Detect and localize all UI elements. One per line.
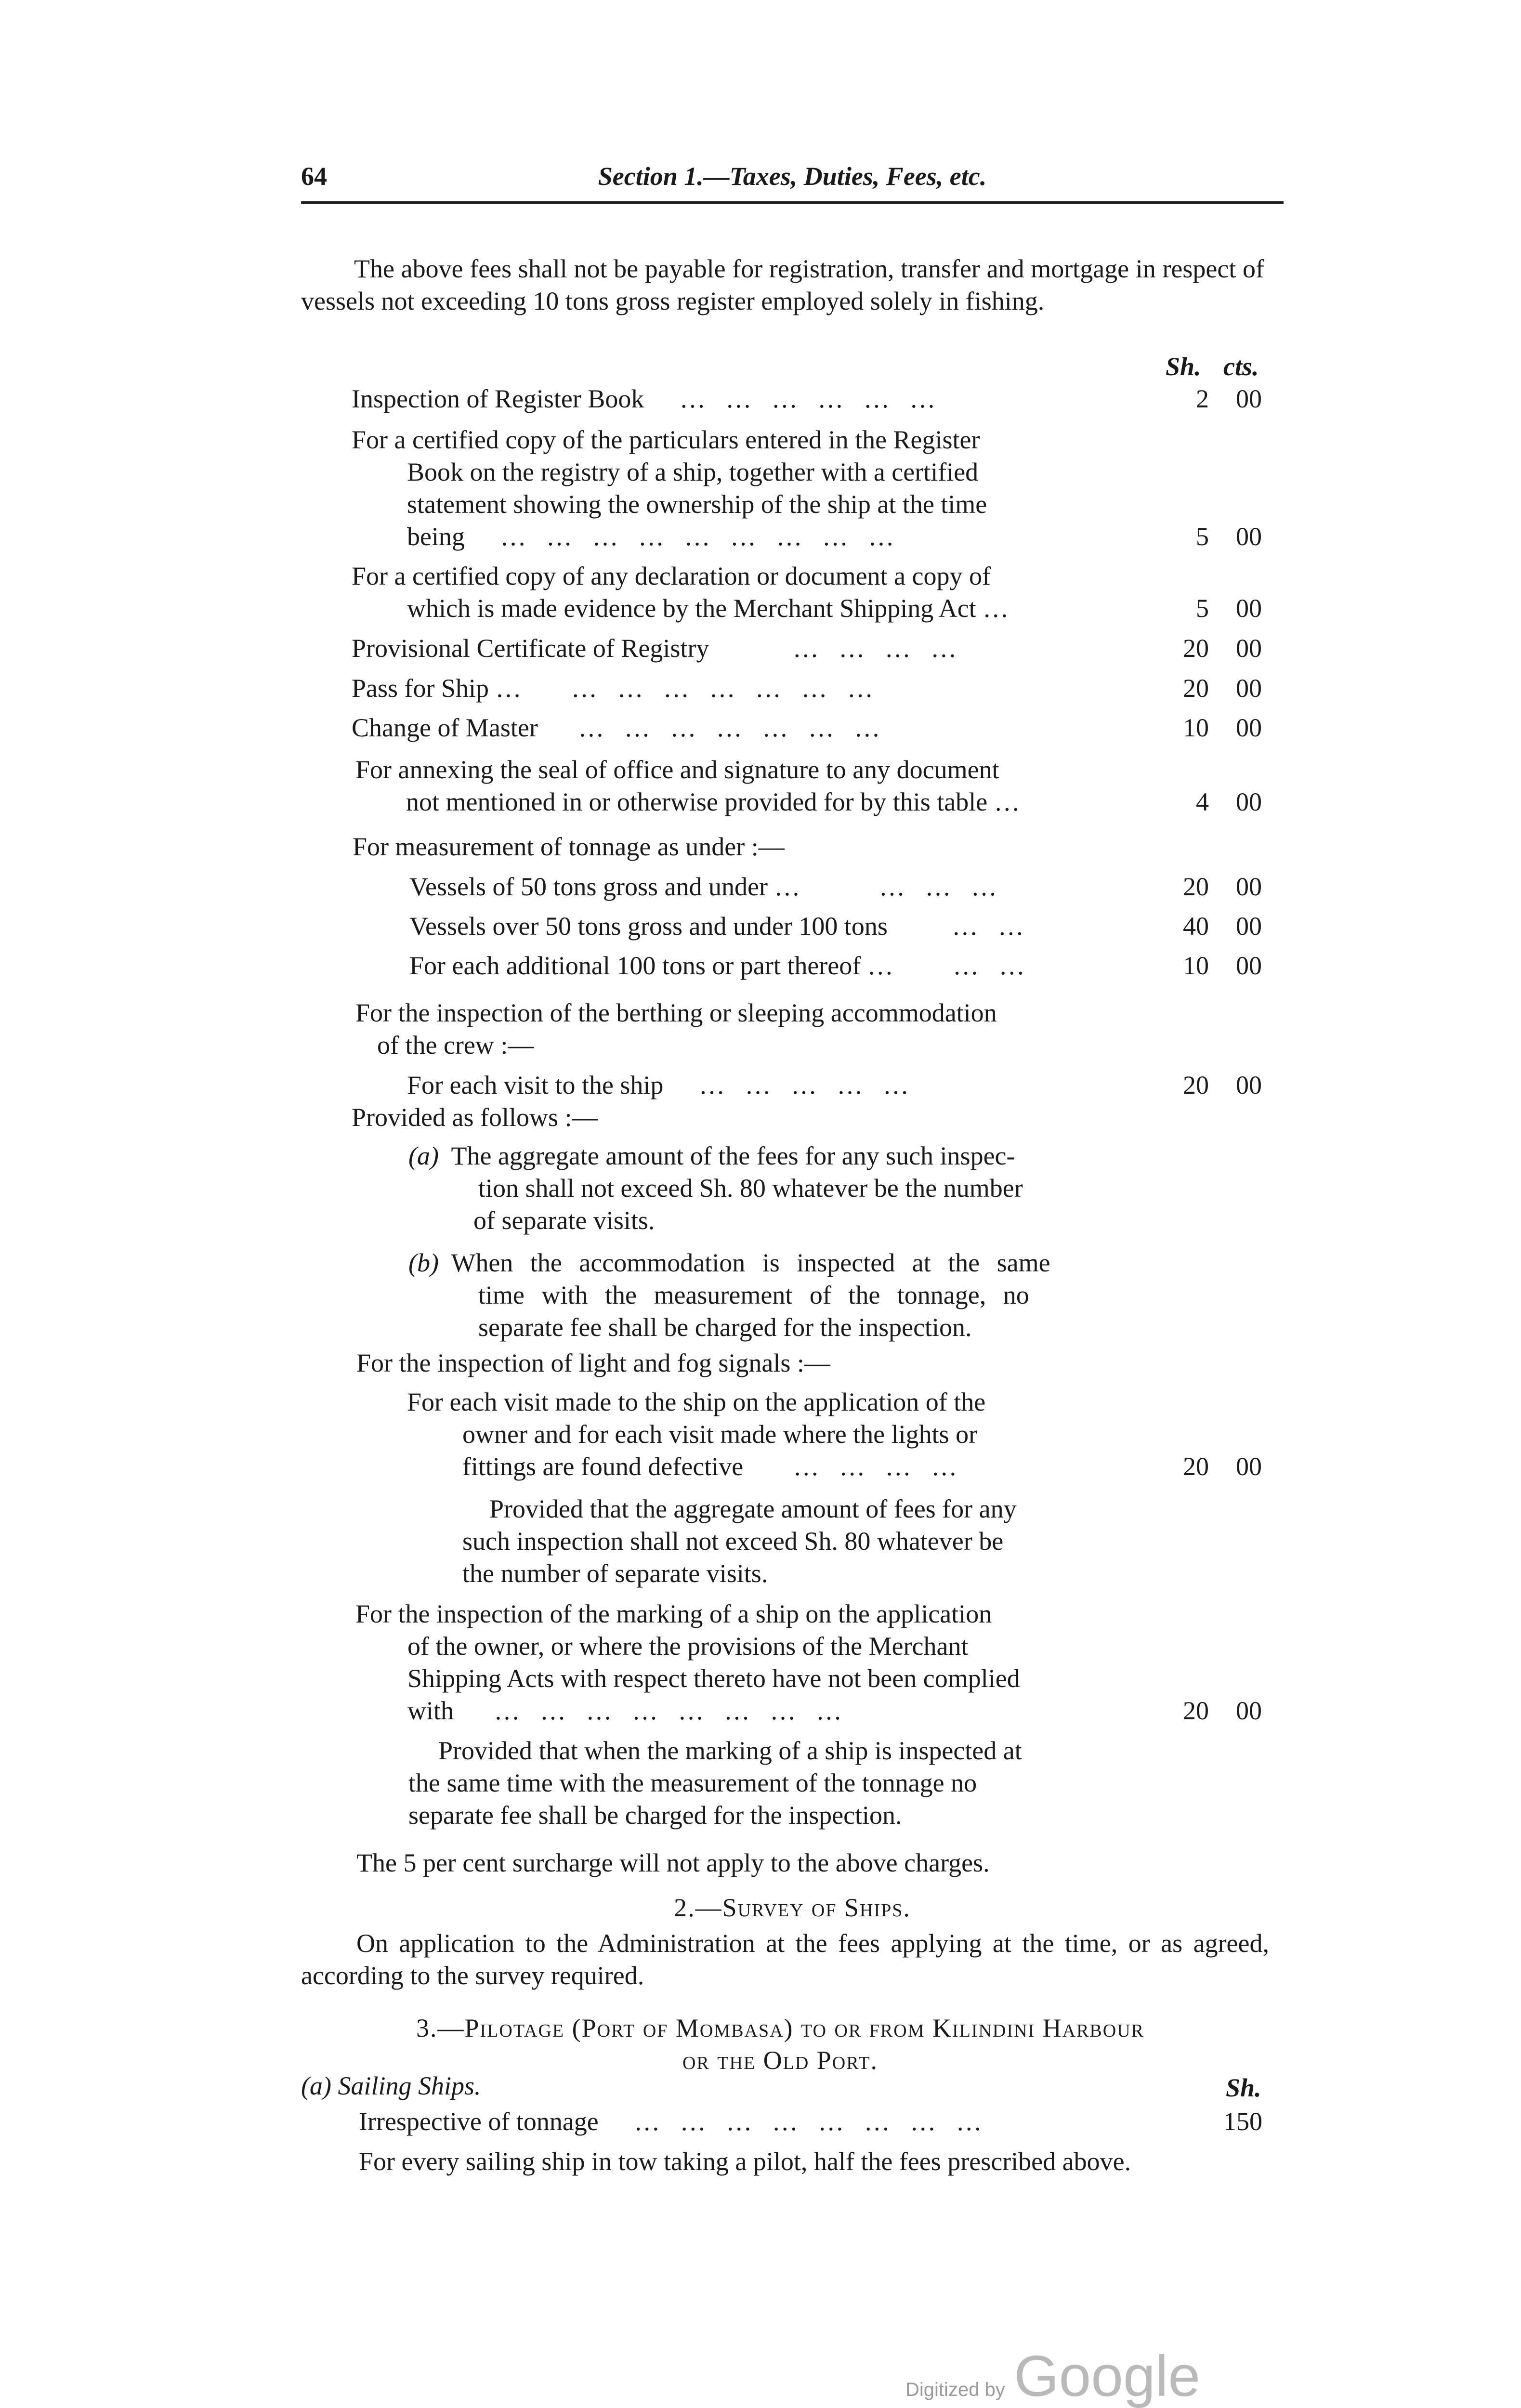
tonnage-heading: For measurement of tonnage as under :— <box>353 832 785 861</box>
berthing-heading-line: For the inspection of the berthing or sleeping accommodation <box>355 998 997 1027</box>
dot-leader: … … <box>952 912 1031 941</box>
fee-label-line: For annexing the seal of office and signature to any document <box>355 755 999 784</box>
amount-cts: 00 <box>1236 594 1262 623</box>
tonnage-label: Vessels of 50 tons gross and under … <box>409 872 800 901</box>
fee-label: Provisional Certificate of Registry <box>352 634 709 663</box>
proviso-line: of separate visits. <box>473 1206 655 1235</box>
dot-leader: … … … … <box>793 1452 964 1481</box>
proviso-line: The aggregate amount of the fees for any such inspec- <box>451 1141 1015 1170</box>
amount-cts: 00 <box>1236 634 1262 663</box>
dot-leader: … … … … … … <box>679 384 943 413</box>
survey-text: On application to the Administration at the fees applying at the time, or as agreed, according to the survey required. <box>301 1929 1269 1990</box>
fee-label: Change of Master <box>352 713 538 742</box>
berthing-visit <box>407 1069 1158 1101</box>
proviso-line: When the accommodation is inspected at the same <box>451 1248 1050 1277</box>
dot-leader: … … … … … … … … <box>634 2107 989 2136</box>
tonnage-item <box>409 950 1156 982</box>
amount-cts: 00 <box>1236 384 1262 413</box>
fee-label-line: which is made evidence by the Merchant Shipping Act … <box>407 594 1009 623</box>
marking-line: with <box>407 1696 454 1725</box>
amount-sh: 20 <box>1183 872 1209 901</box>
fee-entry <box>352 712 1146 744</box>
proviso-line: the number of separate visits. <box>462 1559 768 1588</box>
fee-label-line: being <box>407 522 465 551</box>
watermark-logo-text: Google <box>1014 2344 1201 2408</box>
amount-sh: 10 <box>1183 951 1209 980</box>
amount-cts: 00 <box>1236 787 1262 816</box>
pilotage-item <box>359 2106 1226 2138</box>
amount-cts: 00 <box>1236 1452 1262 1481</box>
marking-entry <box>355 1598 1155 1727</box>
dot-leader: … … … … … … … <box>578 713 887 742</box>
column-heading-sh: Sh. <box>1166 352 1201 381</box>
dot-leader: … … … … … … … … … <box>500 522 901 551</box>
page-number: 64 <box>301 162 327 191</box>
pilotage-amount: 150 <box>1223 2107 1262 2136</box>
amount-cts: 00 <box>1236 674 1262 703</box>
column-heading-cts: cts. <box>1223 352 1259 381</box>
proviso-mark: (a) <box>408 1141 439 1170</box>
column-heading-sh: Sh. <box>1226 2073 1261 2102</box>
proviso-line: separate fee shall be charged for the inspection. <box>478 1313 972 1342</box>
amount-cts: 00 <box>1236 951 1262 980</box>
digitized-by-watermark <box>905 2343 1200 2408</box>
pilotage-item-label: Irrespective of tonnage <box>359 2107 599 2136</box>
berthing-heading-line: of the crew :— <box>377 1031 534 1060</box>
dot-leader: … … … … … … … … <box>494 1696 849 1725</box>
amount-sh: 20 <box>1183 1452 1209 1481</box>
proviso-line: separate fee shall be charged for the inspection. <box>408 1801 902 1830</box>
amount-cts: 00 <box>1236 872 1262 901</box>
header-rule <box>301 201 1284 204</box>
proviso-line: Provided that when the marking of a ship is inspected at <box>438 1736 1022 1765</box>
fee-entry <box>352 383 1141 415</box>
pilotage-heading <box>308 2012 1252 2077</box>
signals-line: fittings are found defective <box>462 1452 744 1481</box>
intro-paragraph: The above fees shall not be payable for registration, transfer and mortgage in respect of vessels not exceeding 10 tons gross register employed solely in fishing. <box>301 254 1264 315</box>
pilotage-heading-line: or the Old Port. <box>682 2046 879 2075</box>
proviso-line: the same time with the measurement of the tonnage no <box>408 1768 977 1797</box>
proviso-a <box>408 1140 1155 1237</box>
sailing-ships-subheading: (a) Sailing Ships. <box>301 2071 481 2100</box>
tonnage-item <box>409 910 1156 942</box>
pilotage-note: For every sailing ship in tow taking a pilot, half the fees prescribed above. <box>359 2147 1131 2176</box>
provided-as-follows: Provided as follows :— <box>352 1103 598 1132</box>
proviso-mark: (b) <box>408 1248 439 1277</box>
fee-label-line: Book on the registry of a ship, together with a certified <box>407 458 979 486</box>
marking-proviso <box>408 1735 1155 1832</box>
fee-label: Pass for Ship … <box>352 674 522 703</box>
proviso-line: Provided that the aggregate amount of fees for any <box>489 1494 1017 1523</box>
proviso-line: such inspection shall not exceed Sh. 80 whatever be <box>462 1527 1004 1556</box>
signals-proviso <box>462 1493 1146 1590</box>
amount-cts: 00 <box>1236 912 1262 941</box>
amount-cts: 00 <box>1236 1071 1262 1099</box>
dot-leader: … … … … … … … <box>571 674 880 703</box>
dot-leader: … … … <box>879 872 1004 901</box>
amount-sh: 20 <box>1183 1696 1209 1725</box>
signals-line: For each visit made to the ship on the application of the <box>407 1387 986 1416</box>
amount-cts: 00 <box>1236 1696 1262 1725</box>
berthing-visit-label: For each visit to the ship <box>407 1071 664 1099</box>
fee-label-line: statement showing the ownership of the ship at the time <box>407 490 987 519</box>
marking-line: Shipping Acts with respect thereto have not been complied <box>407 1664 1020 1693</box>
signals-visit <box>407 1386 1158 1483</box>
fee-entry <box>352 632 1146 665</box>
fee-entry <box>352 424 1146 553</box>
amount-cts: 00 <box>1236 522 1262 551</box>
surcharge-note: The 5 per cent surcharge will not apply to the above charges. <box>356 1848 990 1877</box>
dot-leader: … … <box>953 951 1032 980</box>
amount-sh: 40 <box>1183 912 1209 941</box>
watermark-small-text: Digitized by <box>905 2379 1005 2400</box>
marking-line: of the owner, or where the provisions of the Merchant <box>407 1632 969 1661</box>
survey-heading: 2.—Survey of Ships. <box>674 1893 911 1922</box>
proviso-b <box>408 1247 1155 1344</box>
tonnage-label: For each additional 100 tons or part thereof … <box>409 951 893 980</box>
fee-label-line: For a certified copy of the particulars entered in the Register <box>352 425 980 454</box>
dot-leader: … … … … <box>792 634 964 663</box>
amount-sh: 20 <box>1183 674 1209 703</box>
dot-leader: … … … … … <box>698 1071 916 1099</box>
amount-sh: 10 <box>1183 713 1209 742</box>
fee-label-line: not mentioned in or otherwise provided for by this table … <box>406 787 1020 816</box>
proviso-line: tion shall not exceed Sh. 80 whatever be the number <box>478 1174 1023 1203</box>
fee-entry <box>352 560 1146 625</box>
fee-entry <box>355 754 1150 818</box>
fee-label-line: For a certified copy of any declaration or document a copy of <box>352 562 991 590</box>
amount-sh: 20 <box>1183 634 1209 663</box>
amount-sh: 4 <box>1196 787 1209 816</box>
amount-sh: 5 <box>1196 594 1209 623</box>
running-title: Section 1.—Taxes, Duties, Fees, etc. <box>598 162 987 191</box>
pilotage-heading-line: 3.—Pilotage (Port of Mombasa) to or from Kilindini Harbour <box>416 2014 1144 2042</box>
amount-sh: 20 <box>1183 1071 1209 1099</box>
fee-entry <box>352 672 1146 705</box>
signals-heading: For the inspection of light and fog signals :— <box>356 1348 830 1377</box>
tonnage-label: Vessels over 50 tons gross and under 100 tons <box>409 912 888 941</box>
amount-sh: 2 <box>1196 384 1209 413</box>
amount-cts: 00 <box>1236 713 1262 742</box>
proviso-line: time with the measurement of the tonnage, no <box>478 1281 1029 1309</box>
tonnage-item <box>409 871 1156 903</box>
marking-line: For the inspection of the marking of a ship on the application <box>355 1599 992 1628</box>
signals-line: owner and for each visit made where the lights or <box>462 1420 978 1449</box>
page-header <box>301 161 1284 200</box>
amount-sh: 5 <box>1196 522 1209 551</box>
fee-label: Inspection of Register Book <box>352 384 644 413</box>
berthing-heading <box>355 997 1155 1061</box>
